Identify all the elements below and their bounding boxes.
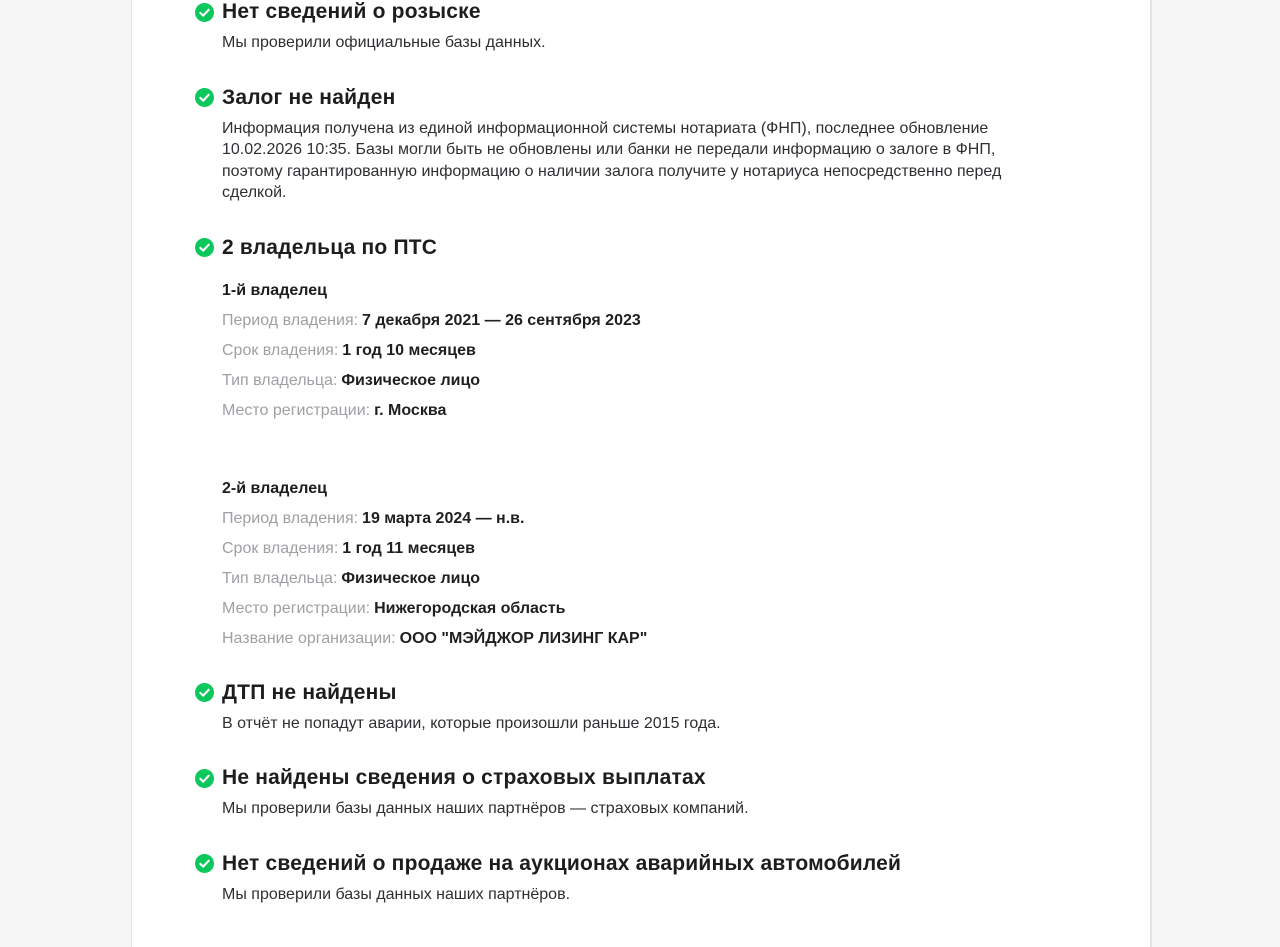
report-section — [195, 86, 1120, 204]
report-section — [195, 766, 1120, 820]
section-header — [195, 766, 1120, 790]
detail-value: Физическое лицо — [341, 569, 481, 587]
section-header — [195, 681, 1120, 705]
owner-block — [222, 280, 1120, 421]
section-description: Мы проверили базы данных наших партнёров. — [222, 885, 571, 903]
detail-value: 19 марта 2024 — н.в. — [362, 509, 525, 527]
report-card — [131, 0, 1152, 947]
owner-detail-row — [222, 340, 1120, 361]
detail-value: 1 год 10 месяцев — [342, 341, 476, 359]
detail-label: Срок владения: — [222, 341, 339, 359]
owner-detail-row — [222, 628, 1120, 649]
owner-detail-row — [222, 508, 1120, 529]
check-circle-icon — [195, 238, 214, 257]
owner-detail-row — [222, 370, 1120, 391]
section-heading: ДТП не найдены — [222, 680, 397, 704]
detail-value: 1 год 11 месяцев — [342, 539, 475, 557]
section-heading: 2 владельца по ПТС — [222, 235, 438, 259]
check-circle-icon — [195, 88, 214, 107]
section-header — [195, 86, 1120, 110]
section-heading: Залог не найден — [222, 85, 396, 109]
detail-value: 7 декабря 2021 — 26 сентября 2023 — [362, 311, 641, 329]
section-heading: Не найдены сведения о страховых выплатах — [222, 766, 706, 789]
section-description: Информация получена из единой информационной системы нотариата (ФНП), последнее обновление 10.02.2026 10:35. Базы могли быть не обновлены или банки не передали информацию о залоге в ФНП, поэтому гарантированную информацию о наличии залога получите у нотариуса непосредственно перед сделкой. — [222, 119, 1002, 201]
owner-detail-row — [222, 538, 1120, 559]
detail-label: Тип владельца: — [222, 569, 338, 587]
detail-label: Место регистрации: — [222, 401, 371, 419]
detail-value: Физическое лицо — [341, 371, 481, 389]
check-circle-icon — [195, 854, 214, 873]
detail-label: Название организации: — [222, 629, 396, 647]
section-heading: Нет сведений о продаже на аукционах аварийных автомобилей — [222, 851, 902, 875]
detail-value: г. Москва — [374, 401, 447, 419]
owners-list — [222, 280, 1120, 649]
owner-detail-row — [222, 568, 1120, 589]
report-section — [195, 0, 1120, 54]
section-description: Мы проверили официальные базы данных. — [222, 34, 546, 51]
section-header — [195, 236, 1120, 260]
report-section — [195, 852, 1120, 906]
owner-detail-row — [222, 400, 1120, 421]
detail-label: Период владения: — [222, 311, 359, 329]
section-heading: Нет сведений о розыске — [222, 0, 481, 23]
detail-label: Тип владельца: — [222, 371, 338, 389]
detail-value: ООО "МЭЙДЖОР ЛИЗИНГ КАР" — [399, 629, 648, 647]
check-circle-icon — [195, 3, 214, 22]
owner-title: 1-й владелец — [222, 281, 327, 299]
check-circle-icon — [195, 683, 214, 702]
check-circle-icon — [195, 769, 214, 788]
detail-label: Период владения: — [222, 509, 359, 527]
owner-detail-row — [222, 310, 1120, 331]
detail-value: Нижегородская область — [374, 599, 566, 617]
report-section — [195, 681, 1120, 735]
owner-detail-row — [222, 598, 1120, 619]
detail-label: Место регистрации: — [222, 599, 371, 617]
detail-label: Срок владения: — [222, 539, 339, 557]
report-section — [195, 236, 1120, 649]
section-description: В отчёт не попадут аварии, которые произошли раньше 2015 года. — [222, 714, 721, 732]
section-header — [195, 0, 1120, 24]
owner-block — [222, 478, 1120, 649]
owner-title: 2-й владелец — [222, 479, 327, 497]
section-description: Мы проверили базы данных наших партнёров — страховых компаний. — [222, 800, 749, 817]
section-header — [195, 852, 1120, 876]
